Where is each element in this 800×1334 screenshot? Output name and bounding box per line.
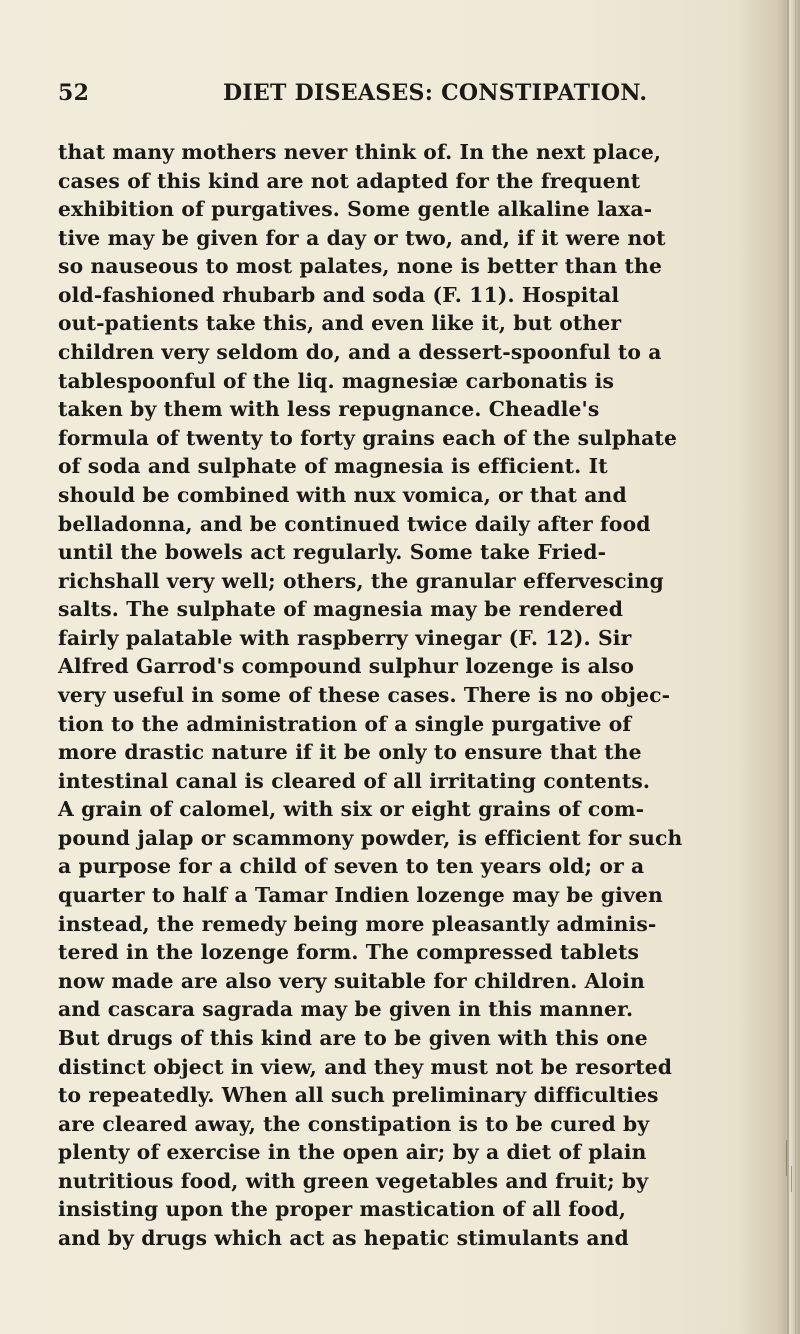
text-line: exhibition of purgatives. Some gentle alkaline laxa-: [58, 197, 653, 222]
scan-mark: [786, 1140, 787, 1176]
text-line: taken by them with less repugnance. Cheadle's: [58, 397, 600, 422]
text-line: tered in the lozenge form. The compressed tablets: [58, 940, 640, 965]
text-line: more drastic nature if it be only to ensure that the: [58, 740, 642, 765]
text-line: A grain of calomel, with six or eight grains of com-: [58, 797, 645, 822]
running-header: [58, 78, 738, 116]
text-line: and by drugs which act as hepatic stimulants and: [58, 1225, 629, 1250]
text-line: insisting upon the proper mastication of all food,: [58, 1197, 627, 1222]
scan-mark: [791, 1166, 792, 1192]
text-line: should be combined with nux vomica, or that and: [58, 482, 627, 507]
text-line: and cascara sagrada may be given in this manner.: [58, 997, 634, 1022]
text-line: nutritious food, with green vegetables and fruit; by: [58, 1168, 649, 1193]
body-text: [58, 138, 742, 1250]
text-line: tive may be given for a day or two, and, if it were not: [58, 225, 666, 250]
text-line: are cleared away, the constipation is to be cured by: [58, 1111, 650, 1136]
text-line: old-fashioned rhubarb and soda (F. 11). Hospital: [58, 282, 620, 307]
text-line: quarter to half a Tamar Indien lozenge may be given: [58, 883, 663, 908]
text-line: salts. The sulphate of magnesia may be rendered: [58, 597, 624, 622]
text-line: tablespoonful of the liq. magnesiæ carbonatis is: [58, 368, 615, 393]
text-line: belladonna, and be continued twice daily after food: [58, 511, 651, 536]
text-line: formula of twenty to forty grains each of the sulphate: [58, 425, 677, 450]
text-line: plenty of exercise in the open air; by a diet of plain: [58, 1140, 647, 1165]
text-line: now made are also very suitable for children. Aloin: [58, 968, 645, 993]
text-line: richshall very well; others, the granular effervescing: [58, 568, 664, 593]
book-edge-shadow: [778, 0, 800, 1334]
text-line: very useful in some of these cases. There is no objec-: [58, 682, 671, 707]
text-line: that many mothers never think of. In the next place,: [58, 140, 662, 164]
text-line: Alfred Garrod's compound sulphur lozenge is also: [58, 654, 635, 679]
text-line: to repeatedly. When all such preliminary difficulties: [58, 1083, 659, 1108]
text-line: pound jalap or scammony powder, is efficient for such: [58, 825, 683, 850]
chapter-running-title: DIET DISEASES: CONSTIPATION.: [223, 80, 648, 106]
text-line: tion to the administration of a single purgative of: [58, 711, 632, 736]
page-number: 52: [58, 80, 90, 106]
text-line: instead, the remedy being more pleasantly adminis-: [58, 911, 657, 936]
text-line: fairly palatable with raspberry vinegar (F. 12). Sir: [58, 625, 632, 650]
text-line: children very seldom do, and a dessert-spoonful to a: [58, 340, 662, 365]
text-line: cases of this kind are not adapted for the frequent: [58, 168, 641, 193]
text-line: of soda and sulphate of magnesia is efficient. It: [58, 454, 608, 479]
text-line: out-patients take this, and even like it, but other: [58, 311, 622, 336]
text-line: a purpose for a child of seven to ten years old; or a: [58, 854, 645, 879]
text-line: until the bowels act regularly. Some take Fried-: [58, 540, 607, 565]
text-line: But drugs of this kind are to be given with this one: [58, 1025, 648, 1050]
text-line: so nauseous to most palates, none is better than the: [58, 254, 662, 279]
text-line: intestinal canal is cleared of all irritating contents.: [58, 768, 651, 793]
text-line: distinct object in view, and they must not be resorted: [58, 1054, 673, 1079]
